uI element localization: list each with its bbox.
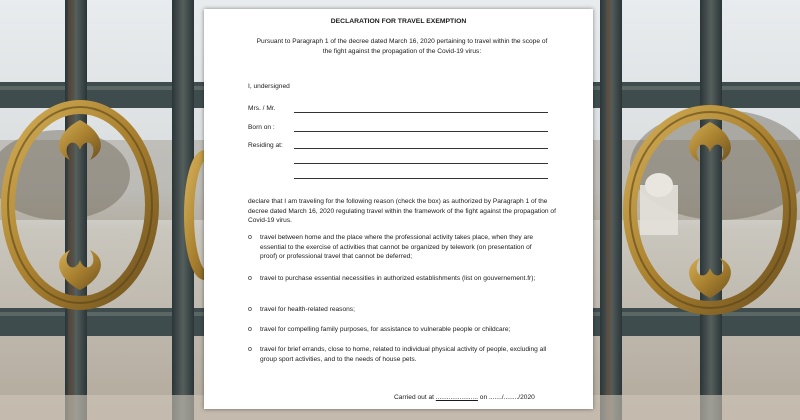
name-fill-line <box>294 112 548 113</box>
declaration-document <box>204 9 593 409</box>
checkbox-circle[interactable]: o <box>248 346 252 353</box>
undersigned-label: I, undersigned <box>248 83 290 90</box>
checkbox-circle[interactable]: o <box>248 234 252 241</box>
reason-text: travel for brief errands, close to home, related to individual physical activity of people, excluding all group sport activities, and to the needs of house pets. <box>260 346 547 363</box>
checkbox-circle[interactable]: o <box>248 306 252 313</box>
on-label: on <box>479 394 488 401</box>
reason-text: travel to purchase essential necessities in authorized establishments (list on gouvernement.fr); <box>260 275 536 282</box>
checkbox-circle[interactable]: o <box>248 326 252 333</box>
residence-fill-line-2 <box>294 163 548 164</box>
birth-field-label: Born on : <box>248 124 275 131</box>
name-field-label: Mrs. / Mr. <box>248 105 276 112</box>
declaration-paragraph: declare that I am traveling for the following reason (check the box) as authorized by Paragraph 1 of the decree dated March 16, 2020 regulating travel within the framework of the fight against the propagation of Covid-19 virus. <box>248 198 556 225</box>
carried-out-label: Carried out at <box>394 394 434 401</box>
reason-text: travel for compelling family purposes, for assistance to vulnerable people or childcare; <box>260 326 511 333</box>
residence-fill-line-3 <box>294 178 548 179</box>
checkbox-circle[interactable]: o <box>248 275 252 282</box>
birth-fill-line <box>294 131 548 132</box>
signature-line <box>394 393 535 403</box>
reason-text: travel between home and the place where the professional activity takes place, when they are essential to the exercise of activities that cannot be organized by telework (on presentation of proof) or professional travel that cannot be deferred; <box>260 234 534 261</box>
intro-paragraph: Pursuant to Paragraph 1 of the decree dated March 16, 2020 pertaining to travel within the scope of the fight against the propagation of the Covid-19 virus: <box>256 38 548 55</box>
date-blank: ......./......../2020 <box>488 394 535 401</box>
residence-field-label: Residing at: <box>248 142 283 149</box>
residence-fill-line-1 <box>294 148 548 149</box>
document-title: DECLARATION FOR TRAVEL EXEMPTION <box>330 18 467 25</box>
reason-text: travel for health-related reasons; <box>260 306 355 313</box>
place-blank: ....................... <box>435 394 478 401</box>
